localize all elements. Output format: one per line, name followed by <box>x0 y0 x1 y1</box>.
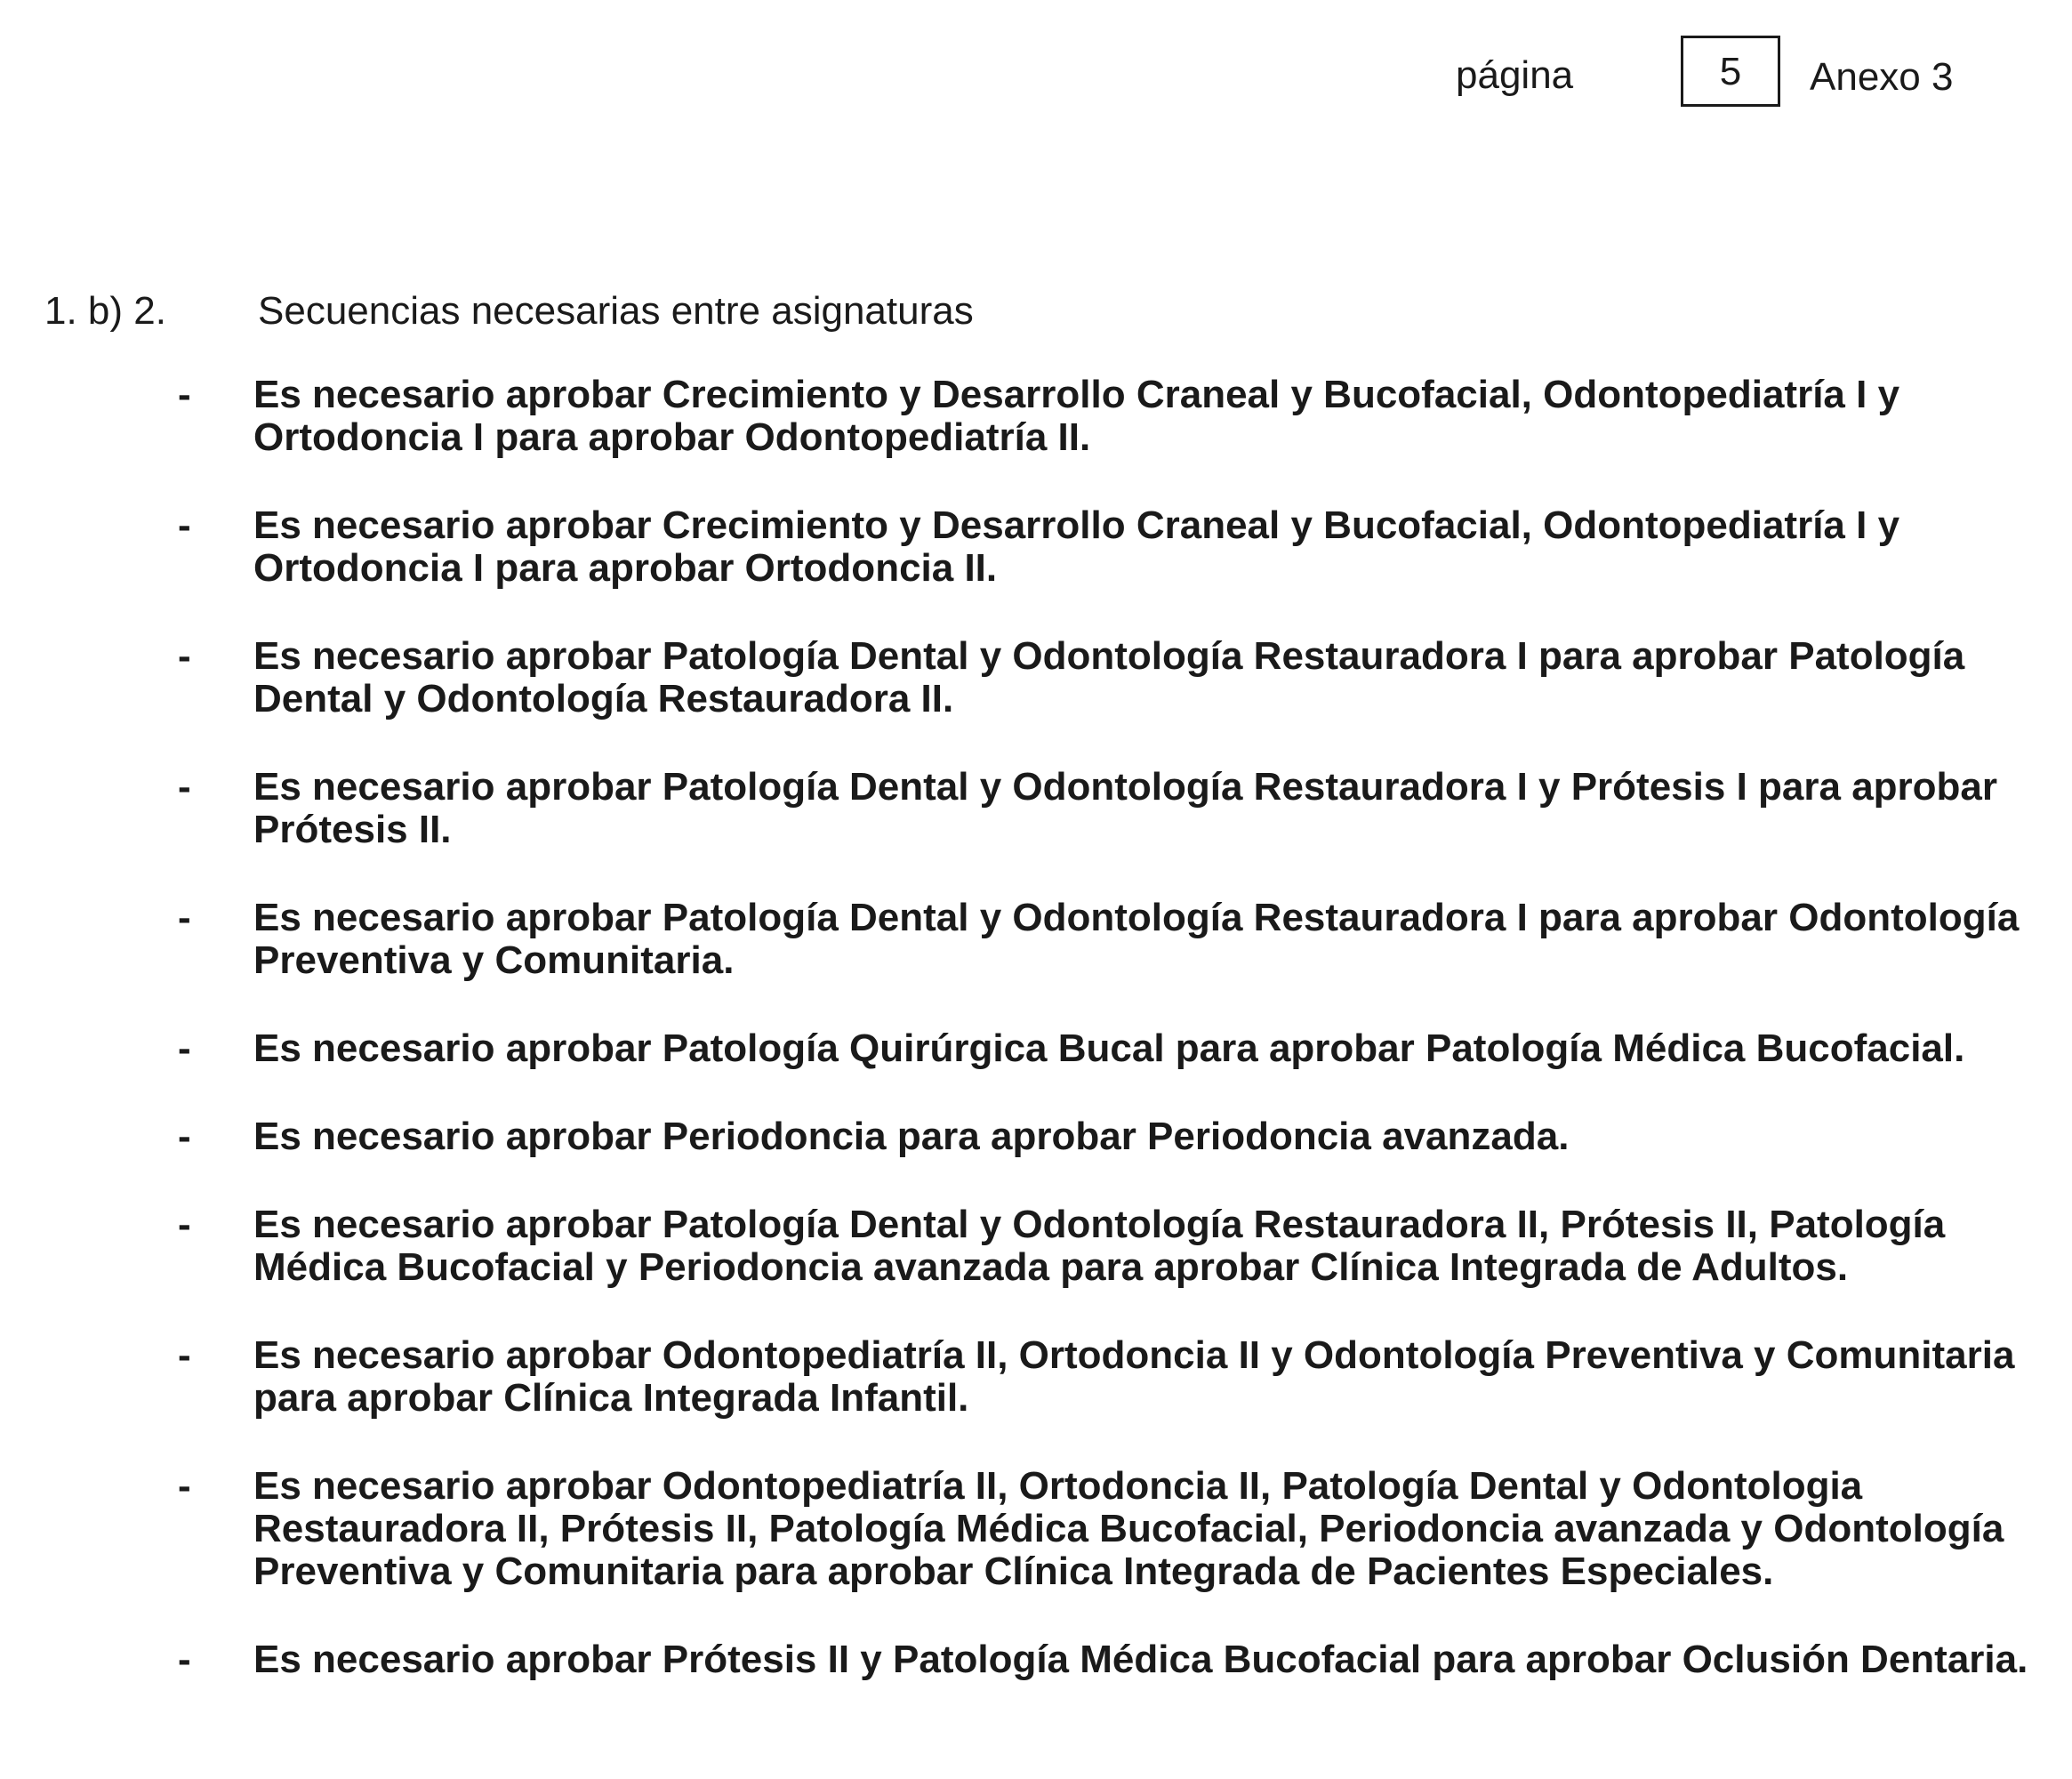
list-item <box>169 635 2036 720</box>
list-item-text: Es necesario aprobar Periodoncia para aprobar Periodoncia avanzada. <box>253 1115 1570 1158</box>
list-item <box>169 766 2036 851</box>
bullet-dash: - <box>178 634 191 678</box>
requirements-list <box>169 374 2036 1727</box>
bullet-dash: - <box>178 1638 191 1681</box>
page-header <box>1387 36 2010 116</box>
list-item-text: Es necesario aprobar Patología Quirúrgica Bucal para aprobar Patología Médica Bucofacial. <box>253 1026 1965 1070</box>
list-item-text: Es necesario aprobar Prótesis II y Patología Médica Bucofacial para aprobar Oclusión Dentaria. <box>253 1638 2028 1681</box>
list-item-text: Es necesario aprobar Crecimiento y Desarrollo Craneal y Bucofacial, Odontopediatría I y Ortodoncia I para aprobar Ortodoncia II. <box>253 503 1900 590</box>
list-item <box>169 1115 2036 1158</box>
list-item <box>169 1465 2036 1593</box>
bullet-dash: - <box>178 896 191 939</box>
anexo-label: Anexo 3 <box>1810 55 1954 99</box>
list-item <box>169 504 2036 590</box>
list-item-text: Es necesario aprobar Odontopediatría II, Ortodoncia II y Odontología Preventiva y Comunitaria para aprobar Clínica Integrada Infantil. <box>253 1333 2015 1420</box>
bullet-dash: - <box>178 1115 191 1158</box>
list-item <box>169 1203 2036 1289</box>
pagina-label: página <box>1456 53 1574 97</box>
list-item <box>169 1638 2036 1681</box>
list-item <box>169 1334 2036 1420</box>
bullet-dash: - <box>178 1203 191 1246</box>
list-item-text: Es necesario aprobar Patología Dental y Odontología Restauradora I para aprobar Patología Dental y Odontología Restauradora II. <box>253 634 1965 720</box>
list-item-text: Es necesario aprobar Patología Dental y Odontología Restauradora II, Prótesis II, Patología Médica Bucofacial y Periodoncia avanzada para aprobar Clínica Integrada de Adultos. <box>253 1203 1946 1289</box>
list-item <box>169 1027 2036 1070</box>
bullet-dash: - <box>178 503 191 547</box>
section-number: 1. b) 2. <box>44 289 166 333</box>
list-item <box>169 897 2036 982</box>
list-item-text: Es necesario aprobar Patología Dental y Odontología Restauradora I y Prótesis I para aprobar Prótesis II. <box>253 765 1998 851</box>
bullet-dash: - <box>178 1464 191 1508</box>
list-item-text: Es necesario aprobar Odontopediatría II, Ortodoncia II, Patología Dental y Odontologia Restauradora II, Prótesis II, Patología Médica Bucofacial, Periodoncia avanzada y Odontología Preventiva y Comunitaria para aprobar Clínica Integrada de Pacientes Especiales. <box>253 1464 2004 1593</box>
list-item-text: Es necesario aprobar Crecimiento y Desarrollo Craneal y Bucofacial, Odontopediatría I y Ortodoncia I para aprobar Odontopediatría II. <box>253 373 1900 459</box>
bullet-dash: - <box>178 1333 191 1377</box>
bullet-dash: - <box>178 1026 191 1070</box>
page-number-box: 5 <box>1681 36 1780 107</box>
list-item-text: Es necesario aprobar Patología Dental y Odontología Restauradora I para aprobar Odontología Preventiva y Comunitaria. <box>253 896 2020 982</box>
bullet-dash: - <box>178 373 191 416</box>
bullet-dash: - <box>178 765 191 809</box>
section-title: Secuencias necesarias entre asignaturas <box>258 289 974 333</box>
list-item <box>169 374 2036 459</box>
